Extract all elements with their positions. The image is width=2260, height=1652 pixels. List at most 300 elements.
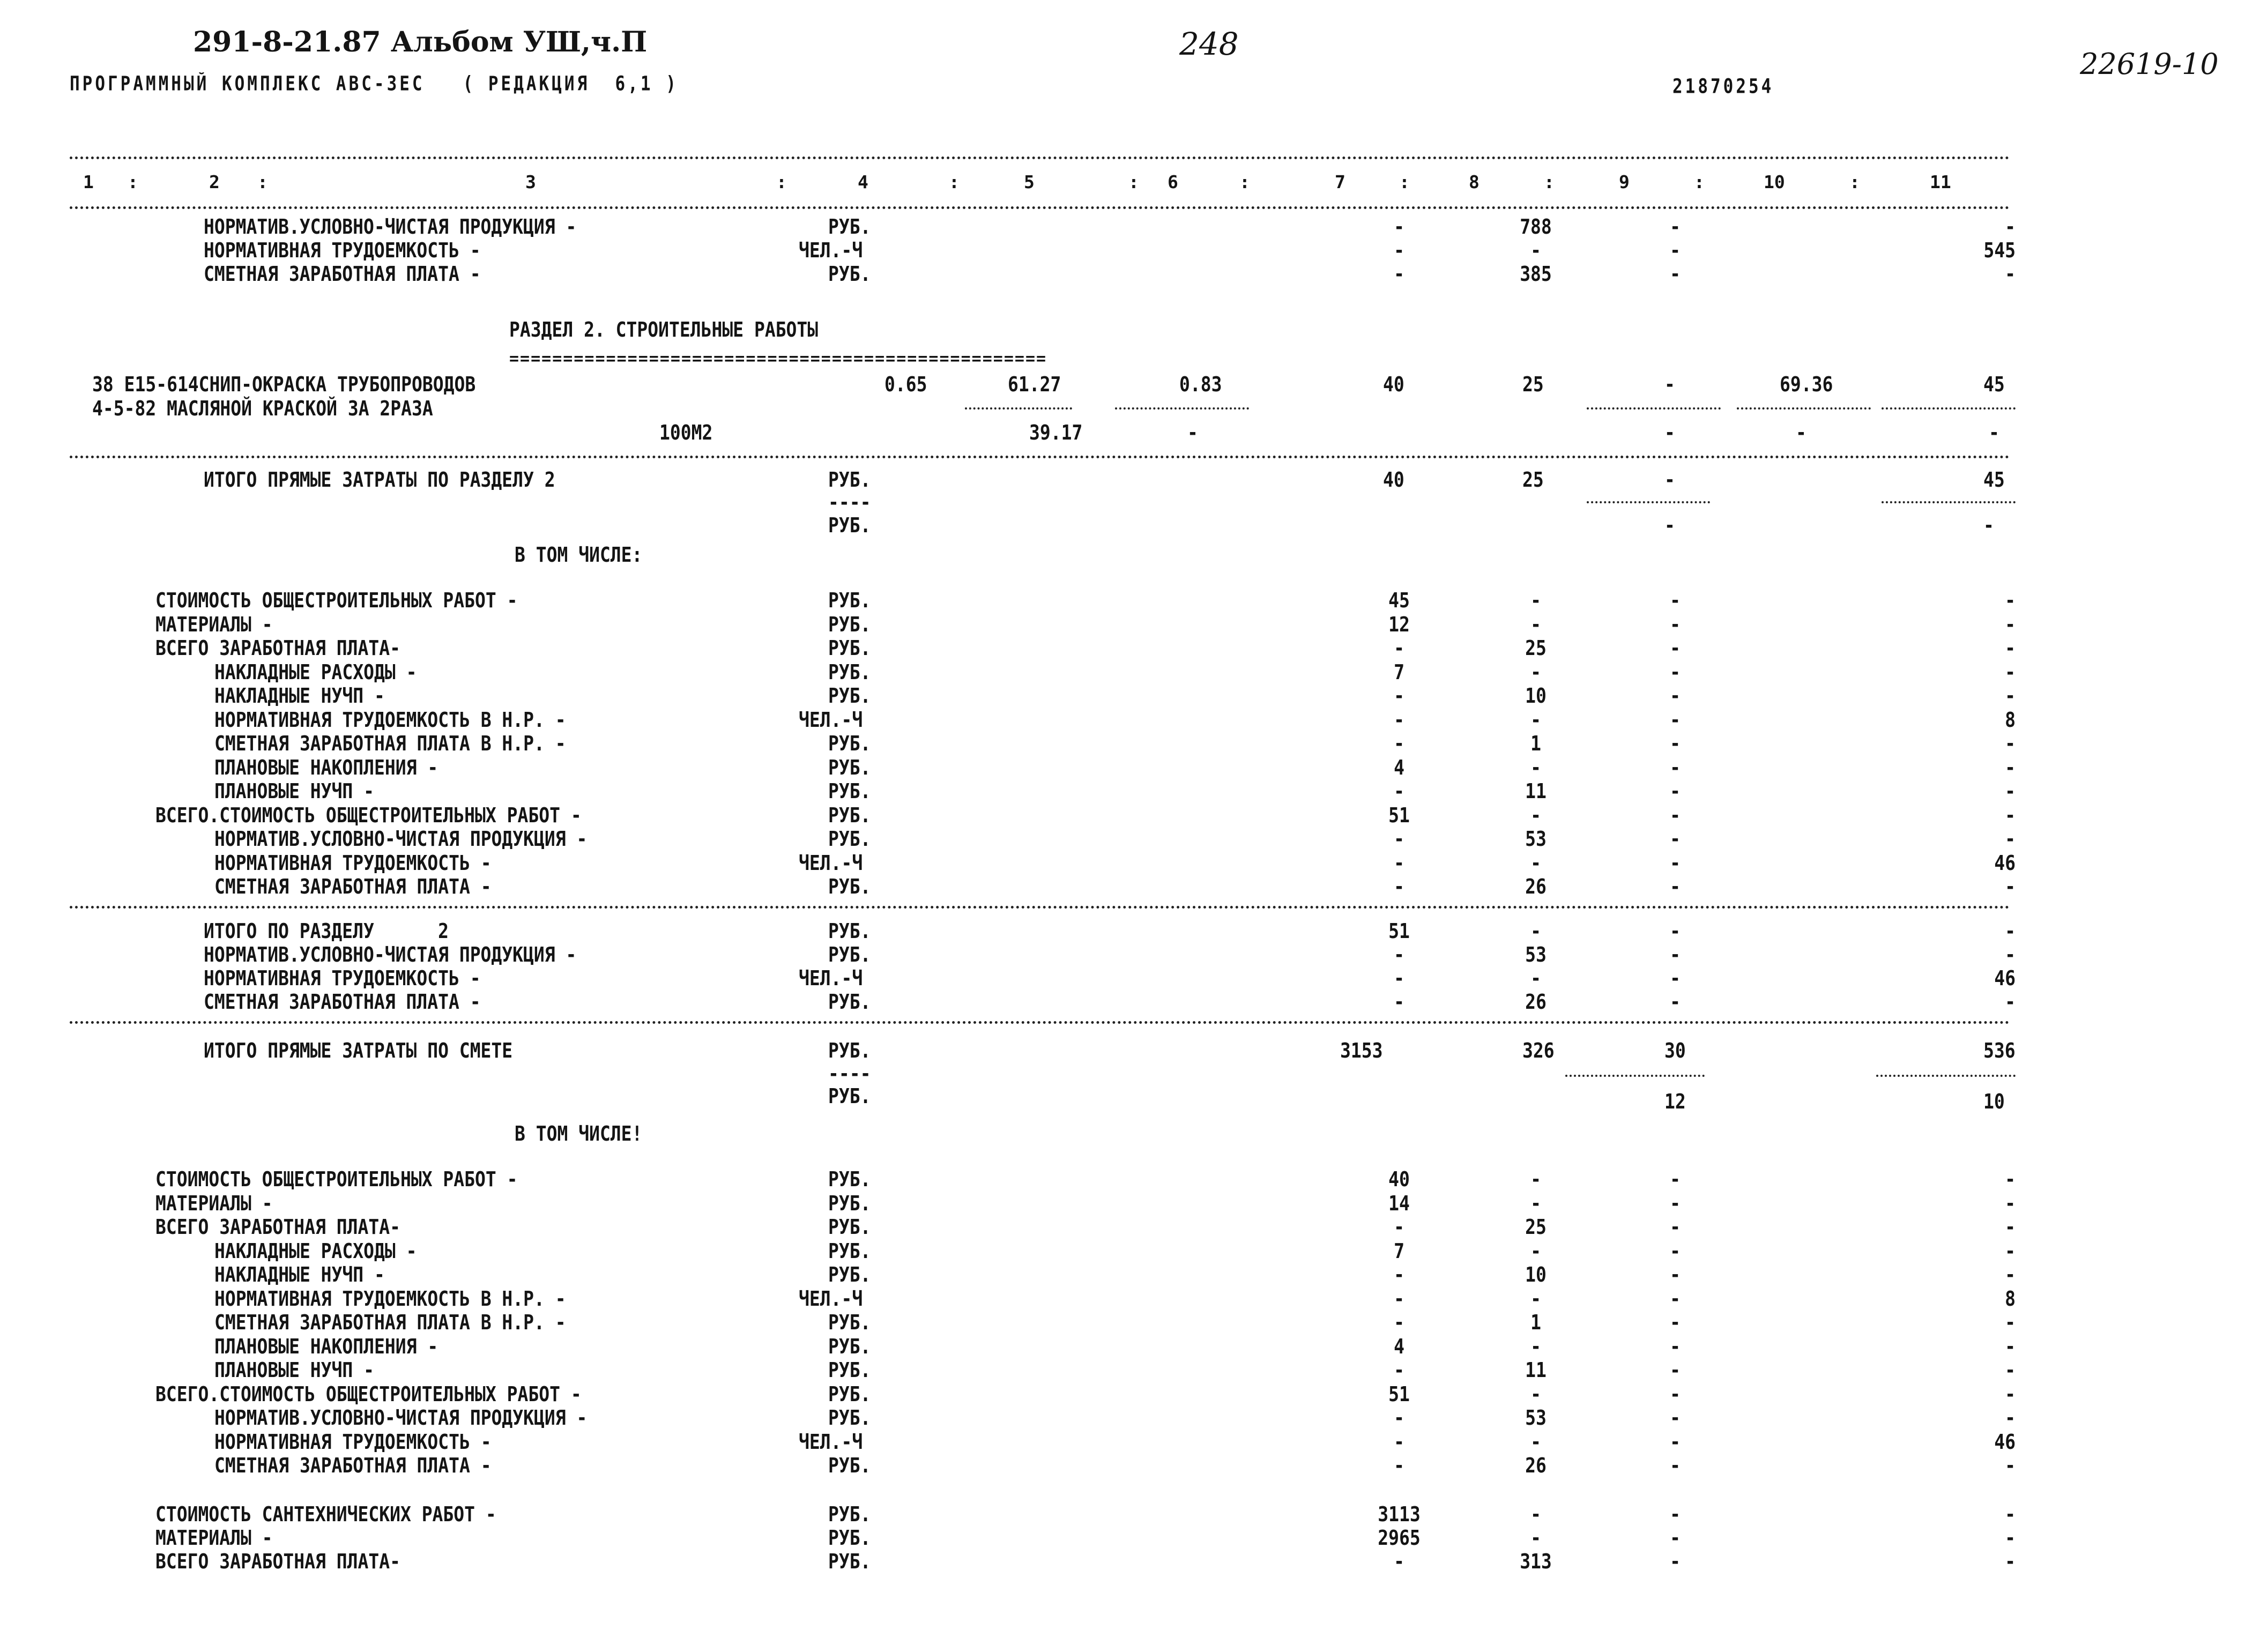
table-row (0, 1404, 2198, 1432)
row-value-c9: - (1670, 1358, 1681, 1382)
row-value-c9: - (1670, 755, 1681, 779)
direct-costs-section-c11b: - (1983, 513, 1994, 538)
row-value-c7: - (1394, 1358, 1404, 1382)
row-value-c8: 313 (1520, 1549, 1552, 1574)
row-value-c9: - (1670, 1502, 1681, 1527)
row-label: НОРМАТИВНАЯ ТРУДОЕМКОСТЬ В Н.Р. - (214, 707, 566, 732)
estimate-total-c11-rule (1876, 1075, 2016, 1077)
table-row (0, 1238, 2198, 1265)
rule-section-total (70, 906, 2010, 909)
row-value-c7: 14 (1388, 1190, 1410, 1215)
column-header-label: 7 (1335, 172, 1345, 192)
column-header-separator: : (257, 172, 268, 192)
table-row (0, 1357, 2198, 1384)
table-row (0, 873, 2198, 901)
table-row (0, 1501, 2198, 1528)
row-value-c11: - (2005, 1190, 2016, 1215)
table-row (0, 659, 2198, 686)
row-value-c9: - (1670, 919, 1681, 943)
table-row (0, 1428, 2198, 1456)
estimate-total-c8: 326 (1522, 1038, 1555, 1063)
row-value-c7: 12 (1388, 612, 1410, 636)
row-value-c8: - (1530, 588, 1541, 613)
row-value-c9: - (1670, 636, 1681, 660)
row-unit: РУБ. (828, 1526, 871, 1550)
column-header-label: 10 (1764, 172, 1785, 192)
estimate-total-c9-rule (1565, 1075, 1705, 1077)
row-label: НОРМАТИВНАЯ ТРУДОЕМКОСТЬ - (204, 966, 481, 991)
row-value-c7: - (1394, 850, 1404, 875)
table-row (0, 965, 2198, 992)
row-value-c7: 51 (1388, 1381, 1410, 1406)
row-unit: РУБ. (828, 636, 871, 660)
item-c5-rule (965, 407, 1072, 410)
column-header-label: 1 (83, 172, 94, 192)
table-row (0, 1190, 2198, 1217)
row-unit: РУБ. (828, 1262, 871, 1287)
row-value-c11: 545 (1983, 238, 2016, 263)
page-number: 248 (1179, 26, 1239, 62)
direct-costs-c11-rule (1882, 501, 2016, 503)
row-value-c8: 788 (1520, 214, 1552, 239)
estimate-total-c7: 3153 (1340, 1038, 1383, 1063)
row-value-c8: - (1530, 802, 1541, 827)
estimate-total-c11b: 10 (1983, 1089, 2005, 1114)
row-value-c7: - (1394, 942, 1404, 967)
table-row (0, 237, 2198, 264)
row-value-c9: - (1670, 1262, 1681, 1287)
row-value-c11: 46 (1994, 966, 2016, 991)
column-header-separator: : (128, 172, 138, 192)
table-row (0, 754, 2198, 782)
row-value-c11: - (2005, 262, 2016, 286)
table-row (0, 730, 2198, 757)
row-value-c8: - (1530, 1334, 1541, 1358)
row-value-c9: - (1670, 731, 1681, 756)
row-value-c8: - (1530, 1502, 1541, 1527)
column-header-separator: : (1849, 172, 1860, 192)
table-row (0, 802, 2198, 829)
row-unit: РУБ. (828, 1381, 871, 1406)
table-row (0, 1452, 2198, 1479)
row-value-c11: - (2005, 612, 2016, 636)
item-description: 38 Е15-614СНИП-ОКРАСКА ТРУБОПРОВОДОВ (92, 372, 476, 397)
item-c10: 69.36 (1780, 372, 1833, 397)
estimate-total-c9: 30 (1664, 1038, 1686, 1063)
row-label: НОРМАТИВНАЯ ТРУДОЕМКОСТЬ - (214, 850, 492, 875)
row-value-c9: - (1670, 1190, 1681, 1215)
direct-costs-section-unit: РУБ. (828, 467, 871, 492)
row-value-c7: - (1394, 966, 1404, 991)
row-unit: РУБ. (828, 1405, 871, 1430)
row-value-c8: 26 (1525, 989, 1547, 1014)
row-value-c7: - (1394, 1262, 1404, 1287)
direct-costs-section-unit2: РУБ. (828, 513, 871, 538)
row-value-c8: 10 (1525, 1262, 1547, 1287)
row-value-c7: - (1394, 1549, 1404, 1574)
row-value-c8: - (1530, 1429, 1541, 1454)
column-header-label: 8 (1469, 172, 1480, 192)
including-heading-2: В ТОМ ЧИСЛЕ! (515, 1121, 643, 1146)
row-value-c11: - (2005, 1381, 2016, 1406)
row-value-c11: - (2005, 588, 2016, 613)
row-value-c7: 40 (1388, 1167, 1410, 1192)
row-value-c7: 45 (1388, 588, 1410, 613)
table-row (0, 706, 2198, 734)
row-value-c9: - (1670, 802, 1681, 827)
row-value-c8: 26 (1525, 1453, 1547, 1478)
row-value-c11: - (2005, 874, 2016, 899)
row-label: НАКЛАДНЫЕ НУЧП - (214, 1262, 385, 1287)
column-header-separator: : (1399, 172, 1410, 192)
table-row (0, 611, 2198, 638)
row-value-c11: - (2005, 1405, 2016, 1430)
row-value-c8: - (1530, 966, 1541, 991)
row-value-c8: - (1530, 850, 1541, 875)
direct-costs-section-c9: - (1664, 467, 1675, 492)
row-value-c8: - (1530, 1526, 1541, 1550)
row-unit: РУБ. (828, 1453, 871, 1478)
row-unit: ЧЕЛ.-Ч (799, 1286, 863, 1311)
column-header-separator: : (1239, 172, 1250, 192)
item-c9-lower: - (1664, 420, 1675, 445)
column-header-separator: : (776, 172, 787, 192)
table-row (0, 1548, 2198, 1575)
row-unit: РУБ. (828, 731, 871, 756)
row-value-c7: 51 (1388, 919, 1410, 943)
row-label: ВСЕГО.СТОИМОСТЬ ОБЩЕСТРОИТЕЛЬНЫХ РАБОТ - (155, 1381, 582, 1406)
item-c11-rule (1882, 407, 2016, 410)
row-label: ВСЕГО ЗАРАБОТНАЯ ПЛАТА- (155, 636, 400, 660)
estimate-total-label: ИТОГО ПРЯМЫЕ ЗАТРАТЫ ПО СМЕТЕ (204, 1038, 513, 1063)
row-value-c8: - (1530, 707, 1541, 732)
row-label: НОРМАТИВ.УСЛОВНО-ЧИСТАЯ ПРОДУКЦИЯ - (214, 1405, 588, 1430)
table-row (0, 682, 2198, 710)
row-value-c9: - (1670, 1334, 1681, 1358)
row-unit: РУБ. (828, 1310, 871, 1335)
row-value-c11: - (2005, 1334, 2016, 1358)
column-header-separator: : (949, 172, 960, 192)
row-value-c11: - (2005, 1310, 2016, 1335)
row-label: МАТЕРИАЛЫ - (155, 1526, 273, 1550)
row-label: СМЕТНАЯ ЗАРАБОТНАЯ ПЛАТА - (214, 1453, 492, 1478)
row-value-c8: 11 (1525, 1358, 1547, 1382)
row-value-c9: - (1670, 659, 1681, 684)
row-unit: РУБ. (828, 588, 871, 613)
row-value-c11: - (2005, 779, 2016, 803)
direct-costs-c9-rule (1587, 501, 1710, 503)
row-value-c7: 3113 (1378, 1502, 1421, 1527)
row-value-c8: - (1530, 919, 1541, 943)
section-title: РАЗДЕЛ 2. СТРОИТЕЛЬНЫЕ РАБОТЫ (509, 317, 819, 342)
row-label: НОРМАТИВ.УСЛОВНО-ЧИСТАЯ ПРОДУКЦИЯ - (214, 827, 588, 851)
table-row (0, 261, 2198, 288)
row-value-c7: - (1394, 1453, 1404, 1478)
row-value-c11: - (2005, 802, 2016, 827)
row-value-c8: 385 (1520, 262, 1552, 286)
row-label: НАКЛАДНЫЕ РАСХОДЫ - (214, 659, 417, 684)
row-value-c7: - (1394, 707, 1404, 732)
item-cost: 40 (1383, 372, 1404, 397)
row-label: СТОИМОСТЬ САНТЕХНИЧЕСКИХ РАБОТ - (155, 1502, 496, 1527)
row-value-c7: 4 (1394, 1334, 1404, 1358)
row-label: ПЛАНОВЫЕ НУЧП - (214, 1358, 375, 1382)
table-row (0, 825, 2198, 853)
row-value-c11: - (2005, 989, 2016, 1014)
row-value-c9: - (1670, 779, 1681, 803)
row-value-c7: - (1394, 238, 1404, 263)
row-value-c7: - (1394, 989, 1404, 1014)
table-row (0, 635, 2198, 662)
row-unit: РУБ. (828, 779, 871, 803)
row-value-c11: - (2005, 636, 2016, 660)
row-value-c7: 51 (1388, 802, 1410, 827)
column-header-label: 2 (209, 172, 220, 192)
direct-costs-section-c7: 40 (1383, 467, 1404, 492)
row-value-c9: - (1670, 1549, 1681, 1574)
row-value-c9: - (1670, 1167, 1681, 1192)
row-value-c11: - (2005, 942, 2016, 967)
row-value-c9: - (1670, 612, 1681, 636)
row-unit: РУБ. (828, 802, 871, 827)
row-value-c9: - (1670, 850, 1681, 875)
column-header-label: 9 (1619, 172, 1630, 192)
row-value-c8: - (1530, 1286, 1541, 1311)
row-value-c7: - (1394, 1215, 1404, 1239)
row-value-c7: - (1394, 731, 1404, 756)
row-value-c11: - (2005, 919, 2016, 943)
row-value-c8: 11 (1525, 779, 1547, 803)
row-value-c9: - (1670, 942, 1681, 967)
row-value-c9: - (1670, 588, 1681, 613)
row-value-c11: 8 (2005, 1286, 2016, 1311)
row-value-c7: - (1394, 874, 1404, 899)
direct-costs-section-label: ИТОГО ПРЯМЫЕ ЗАТРАТЫ ПО РАЗДЕЛУ 2 (204, 467, 555, 492)
row-value-c7: - (1394, 1286, 1404, 1311)
row-label: СТОИМОСТЬ ОБЩЕСТРОИТЕЛЬНЫХ РАБОТ - (155, 588, 518, 613)
row-value-c7: 7 (1394, 659, 1404, 684)
row-unit: РУБ. (828, 659, 871, 684)
row-value-c9: - (1670, 1238, 1681, 1263)
row-value-c11: - (2005, 1167, 2016, 1192)
row-value-c9: - (1670, 989, 1681, 1014)
row-unit: РУБ. (828, 1334, 871, 1358)
column-header-separator: : (1694, 172, 1705, 192)
row-value-c9: - (1670, 707, 1681, 732)
program-title: ПРОГРАММНЫЙ КОМПЛЕКС АВС-ЗЕС ( РЕДАКЦИЯ 6,1 ) (70, 72, 679, 96)
table-row (0, 1333, 2198, 1360)
estimate-total-unit2: РУБ. (828, 1084, 871, 1108)
row-value-c7: - (1394, 1310, 1404, 1335)
table-row (0, 941, 2198, 969)
including-heading-1: В ТОМ ЧИСЛЕ: (515, 542, 643, 567)
row-unit: РУБ. (828, 214, 871, 239)
row-value-c9: - (1670, 262, 1681, 286)
row-unit: РУБ. (828, 827, 871, 851)
item-coefficient: 0.83 (1179, 372, 1222, 397)
row-value-c8: 1 (1530, 1310, 1541, 1335)
row-unit: РУБ. (828, 612, 871, 636)
item-price: 61.27 (1008, 372, 1061, 397)
row-value-c8: 1 (1530, 731, 1541, 756)
row-value-c7: 2965 (1378, 1526, 1421, 1550)
table-row (0, 1261, 2198, 1289)
estimate-total-dash: ---- (828, 1061, 871, 1086)
row-label: ВСЕГО.СТОИМОСТЬ ОБЩЕСТРОИТЕЛЬНЫХ РАБОТ - (155, 802, 582, 827)
row-unit: РУБ. (828, 683, 871, 708)
row-label: НОРМАТИВНАЯ ТРУДОЕМКОСТЬ В Н.Р. - (214, 1286, 566, 1311)
row-value-c11: - (2005, 1453, 2016, 1478)
document-code: 21870254 (1672, 75, 1774, 99)
row-value-c8: - (1530, 659, 1541, 684)
row-unit: РУБ. (828, 1190, 871, 1215)
row-value-c8: - (1530, 755, 1541, 779)
column-header-label: 3 (525, 172, 536, 192)
row-label: ВСЕГО ЗАРАБОТНАЯ ПЛАТА- (155, 1215, 400, 1239)
row-value-c9: - (1670, 683, 1681, 708)
row-unit: РУБ. (828, 755, 871, 779)
row-label: НАКЛАДНЫЕ РАСХОДЫ - (214, 1238, 417, 1263)
album-title: 291-8-21.87 Альбом УШ,ч.П (193, 26, 648, 58)
handwritten-code: 22619-10 (2080, 47, 2219, 81)
row-value-c9: - (1670, 238, 1681, 263)
estimate-total-c11: 536 (1983, 1038, 2016, 1063)
row-label: МАТЕРИАЛЫ - (155, 612, 273, 636)
row-value-c9: - (1670, 827, 1681, 851)
row-value-c11: - (2005, 1526, 2016, 1550)
row-unit: ЧЕЛ.-Ч (799, 238, 863, 263)
row-value-c11: - (2005, 1358, 2016, 1382)
row-value-c8: 25 (1525, 636, 1547, 660)
row-value-c8: 53 (1525, 827, 1547, 851)
item-unit: 100М2 (659, 420, 713, 445)
row-label: НОРМАТИВНАЯ ТРУДОЕМКОСТЬ - (204, 238, 481, 263)
row-value-c8: - (1530, 1190, 1541, 1215)
rule-after-item (70, 456, 2010, 458)
row-value-c8: 26 (1525, 874, 1547, 899)
row-label: НОРМАТИВНАЯ ТРУДОЕМКОСТЬ - (214, 1429, 492, 1454)
row-label: ИТОГО ПО РАЗДЕЛУ 2 (204, 919, 449, 943)
row-value-c7: - (1394, 827, 1404, 851)
column-header-separator: : (1544, 172, 1555, 192)
row-unit: РУБ. (828, 989, 871, 1014)
table-row (0, 1381, 2198, 1408)
row-label: СМЕТНАЯ ЗАРАБОТНАЯ ПЛАТА В Н.Р. - (214, 731, 566, 756)
item-subdescription: 4-5-82 МАСЛЯНОЙ КРАСКОЙ ЗА 2РАЗА (92, 396, 433, 421)
row-value-c7: - (1394, 262, 1404, 286)
row-label: ПЛАНОВЫЕ НАКОПЛЕНИЯ - (214, 755, 438, 779)
row-value-c9: - (1670, 1286, 1681, 1311)
direct-costs-section-c11: 45 (1983, 467, 2005, 492)
row-value-c8: 53 (1525, 942, 1547, 967)
row-value-c11: - (2005, 683, 2016, 708)
row-label: ПЛАНОВЫЕ НАКОПЛЕНИЯ - (214, 1334, 438, 1358)
row-unit: РУБ. (828, 262, 871, 286)
row-value-c9: - (1670, 1405, 1681, 1430)
row-value-c9: - (1670, 1381, 1681, 1406)
row-value-c7: 7 (1394, 1238, 1404, 1263)
section-underline: ================================================== (509, 349, 1047, 368)
column-header-label: 4 (858, 172, 868, 192)
row-value-c11: 46 (1994, 1429, 2016, 1454)
row-label: СМЕТНАЯ ЗАРАБОТНАЯ ПЛАТА - (204, 262, 481, 286)
row-unit: РУБ. (828, 942, 871, 967)
row-unit: ЧЕЛ.-Ч (799, 1429, 863, 1454)
rule-header-bottom (70, 206, 2010, 209)
direct-costs-section-c9b: - (1664, 513, 1675, 538)
row-value-c8: 53 (1525, 1405, 1547, 1430)
item-coefficient-dash: - (1187, 420, 1198, 445)
row-value-c11: - (2005, 731, 2016, 756)
row-value-c9: - (1670, 214, 1681, 239)
row-value-c8: - (1530, 238, 1541, 263)
estimate-total-unit: РУБ. (828, 1038, 871, 1063)
row-value-c11: - (2005, 755, 2016, 779)
row-value-c7: - (1394, 214, 1404, 239)
row-value-c11: 8 (2005, 707, 2016, 732)
row-value-c9: - (1670, 1429, 1681, 1454)
row-label: ПЛАНОВЫЕ НУЧП - (214, 779, 375, 803)
row-value-c11: - (2005, 1238, 2016, 1263)
row-value-c11: 46 (1994, 850, 2016, 875)
item-c10-rule (1737, 407, 1871, 410)
row-value-c8: - (1530, 1381, 1541, 1406)
row-value-c9: - (1670, 1310, 1681, 1335)
item-quantity: 0.65 (884, 372, 927, 397)
row-label: СМЕТНАЯ ЗАРАБОТНАЯ ПЛАТА В Н.Р. - (214, 1310, 566, 1335)
row-value-c8: 25 (1525, 1215, 1547, 1239)
row-value-c11: - (2005, 214, 2016, 239)
table-row (0, 1309, 2198, 1336)
table-row (0, 988, 2198, 1016)
table-row (0, 1166, 2198, 1193)
row-value-c7: - (1394, 683, 1404, 708)
row-unit: РУБ. (828, 1502, 871, 1527)
row-value-c9: - (1670, 874, 1681, 899)
row-value-c8: - (1530, 1167, 1541, 1192)
row-value-c7: 4 (1394, 755, 1404, 779)
row-value-c7: - (1394, 779, 1404, 803)
table-row (0, 213, 2198, 241)
table-row (0, 587, 2198, 614)
row-unit: РУБ. (828, 1549, 871, 1574)
row-label: НОРМАТИВ.УСЛОВНО-ЧИСТАЯ ПРОДУКЦИЯ - (204, 214, 577, 239)
row-value-c9: - (1670, 1526, 1681, 1550)
row-value-c11: - (2005, 1215, 2016, 1239)
row-value-c7: - (1394, 1429, 1404, 1454)
direct-costs-section-dash: ---- (828, 490, 871, 515)
row-value-c11: - (2005, 1549, 2016, 1574)
table-row (0, 918, 2198, 945)
row-unit: РУБ. (828, 1167, 871, 1192)
row-label: СМЕТНАЯ ЗАРАБОТНАЯ ПЛАТА - (204, 989, 481, 1014)
row-unit: РУБ. (828, 874, 871, 899)
row-unit: РУБ. (828, 1358, 871, 1382)
direct-costs-section-c8: 25 (1522, 467, 1544, 492)
item-c9-rule (1587, 407, 1721, 410)
rule-top (70, 157, 2010, 159)
row-label: НОРМАТИВ.УСЛОВНО-ЧИСТАЯ ПРОДУКЦИЯ - (204, 942, 577, 967)
row-value-c9: - (1670, 966, 1681, 991)
item-c10-lower: - (1796, 420, 1806, 445)
column-header-label: 6 (1168, 172, 1178, 192)
table-row (0, 1524, 2198, 1552)
table-row (0, 1285, 2198, 1313)
row-label: МАТЕРИАЛЫ - (155, 1190, 273, 1215)
row-value-c8: - (1530, 1238, 1541, 1263)
rule-estimate-total (70, 1021, 2010, 1024)
table-row (0, 1214, 2198, 1241)
